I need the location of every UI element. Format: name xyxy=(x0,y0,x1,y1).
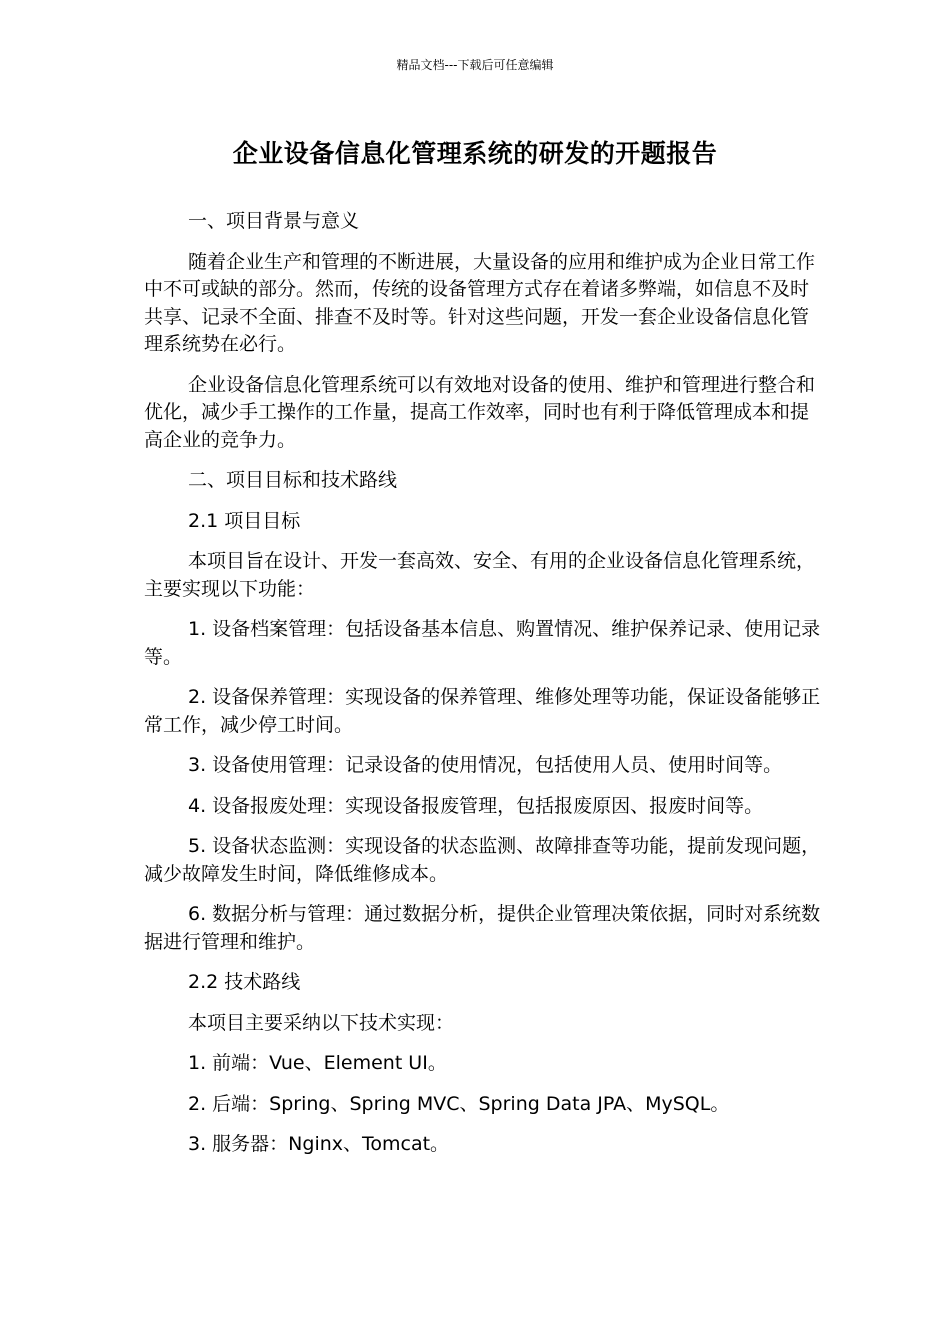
list-item-function-2: 2. 设备保养管理：实现设备的保养管理、维修处理等功能，保证设备能够正常工作，减少停工时间。 xyxy=(144,686,821,736)
section-heading-goals: 二、项目目标和技术路线 xyxy=(188,469,398,491)
list-item-tech-2: 2. 后端：Spring、Spring MVC、Spring Data JPA、MySQL。 xyxy=(188,1092,730,1115)
list-item-function-4: 4. 设备报废处理：实现设备报废管理，包括报废原因、报废时间等。 xyxy=(188,794,764,817)
subsection-heading-goals: 2.1 项目目标 xyxy=(188,509,301,532)
list-item-function-3: 3. 设备使用管理：记录设备的使用情况，包括使用人员、使用时间等。 xyxy=(188,754,783,776)
list-item-tech-3: 3. 服务器：Nginx、Tomcat。 xyxy=(188,1133,450,1155)
list-item-tech-1: 1. 前端：Vue、Element UI。 xyxy=(188,1052,447,1074)
list-item-function-5: 5. 设备状态监测：实现设备的状态监测、故障排查等功能，提前发现问题，减少故障发生时间，降低维修成本。 xyxy=(144,835,821,885)
document-title: 企业设备信息化管理系统的研发的开题报告 xyxy=(232,139,718,168)
section-heading-background: 一、项目背景与意义 xyxy=(188,210,360,232)
paragraph-background-1: 随着企业生产和管理的不断进展，大量设备的应用和维护成为企业日常工作中不可或缺的部分。然而，传统的设备管理方式存在着诸多弊端，如信息不及时共享、记录不全面、排查不及时等。针对这些问题，开发一套企业设备信息化管理系统势在必行。 xyxy=(144,250,816,355)
paragraph-goals-intro: 本项目旨在设计、开发一套高效、安全、有用的企业设备信息化管理系统，主要实现以下功能： xyxy=(144,550,816,600)
list-item-function-1: 1. 设备档案管理：包括设备基本信息、购置情况、维护保养记录、使用记录等。 xyxy=(144,618,821,668)
paragraph-tech-intro: 本项目主要采纳以下技术实现： xyxy=(188,1011,455,1034)
list-item-function-6: 6. 数据分析与管理：通过数据分析，提供企业管理决策依据，同时对系统数据进行管理和维护。 xyxy=(144,903,821,953)
document-body xyxy=(144,208,824,1172)
header-note: 精品文档---下载后可任意编辑 xyxy=(396,58,554,72)
paragraph-background-2: 企业设备信息化管理系统可以有效地对设备的使用、维护和管理进行整合和优化，减少手工操作的工作量，提高工作效率，同时也有利于降低管理成本和提高企业的竞争力。 xyxy=(144,373,816,451)
subsection-heading-tech: 2.2 技术路线 xyxy=(188,971,301,993)
